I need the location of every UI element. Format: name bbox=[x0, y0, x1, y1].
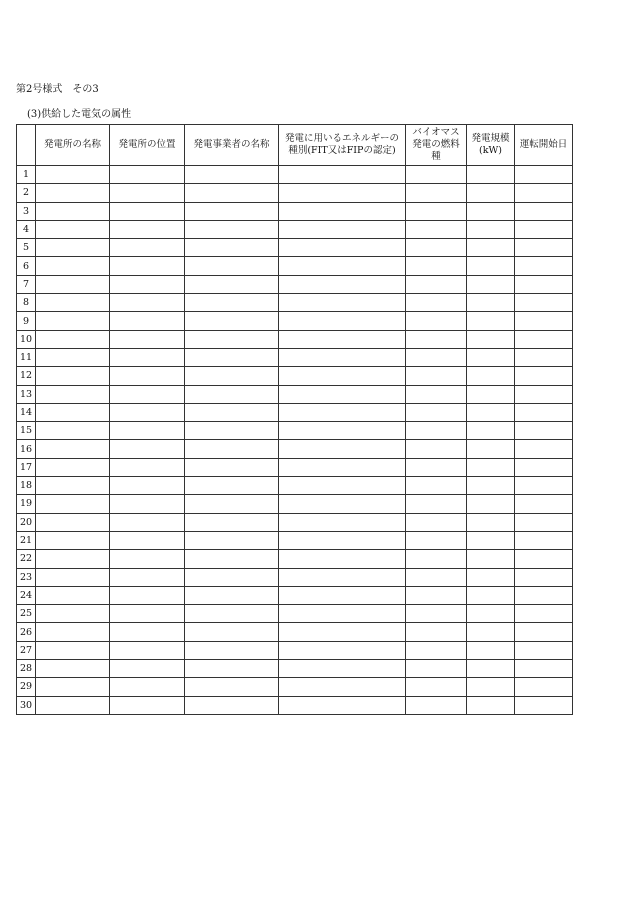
cell-plant-name[interactable] bbox=[36, 440, 110, 458]
cell-biomass-fuel[interactable] bbox=[406, 385, 467, 403]
cell-capacity[interactable] bbox=[467, 275, 515, 293]
cell-biomass-fuel[interactable] bbox=[406, 495, 467, 513]
cell-start-date[interactable] bbox=[515, 330, 573, 348]
cell-capacity[interactable] bbox=[467, 458, 515, 476]
cell-operator-name[interactable] bbox=[185, 477, 279, 495]
cell-plant-name[interactable] bbox=[36, 458, 110, 476]
cell-capacity[interactable] bbox=[467, 641, 515, 659]
cell-operator-name[interactable] bbox=[185, 385, 279, 403]
cell-operator-name[interactable] bbox=[185, 202, 279, 220]
cell-capacity[interactable] bbox=[467, 330, 515, 348]
cell-energy-type[interactable] bbox=[279, 568, 406, 586]
table-row bbox=[17, 275, 573, 293]
cell-plant-name[interactable] bbox=[36, 641, 110, 659]
row-number: 8 bbox=[17, 294, 36, 312]
row-number: 24 bbox=[17, 586, 36, 604]
cell-capacity[interactable] bbox=[467, 678, 515, 696]
cell-operator-name[interactable] bbox=[185, 531, 279, 549]
cell-operator-name[interactable] bbox=[185, 696, 279, 714]
cell-operator-name[interactable] bbox=[185, 348, 279, 366]
row-number: 22 bbox=[17, 550, 36, 568]
table-row bbox=[17, 550, 573, 568]
cell-energy-type[interactable] bbox=[279, 422, 406, 440]
table-row bbox=[17, 495, 573, 513]
cell-energy-type[interactable] bbox=[279, 184, 406, 202]
table-row bbox=[17, 239, 573, 257]
header-capacity: 発電規模(kW) bbox=[467, 125, 515, 166]
cell-start-date[interactable] bbox=[515, 586, 573, 604]
row-number: 28 bbox=[17, 660, 36, 678]
cell-operator-name[interactable] bbox=[185, 367, 279, 385]
cell-biomass-fuel[interactable] bbox=[406, 531, 467, 549]
cell-energy-type[interactable] bbox=[279, 330, 406, 348]
cell-start-date[interactable] bbox=[515, 477, 573, 495]
cell-plant-name[interactable] bbox=[36, 330, 110, 348]
table-row bbox=[17, 348, 573, 366]
header-operator-name: 発電事業者の名称 bbox=[185, 125, 279, 166]
cell-start-date[interactable] bbox=[515, 422, 573, 440]
row-number: 15 bbox=[17, 422, 36, 440]
cell-start-date[interactable] bbox=[515, 605, 573, 623]
cell-plant-location[interactable] bbox=[110, 367, 185, 385]
cell-biomass-fuel[interactable] bbox=[406, 348, 467, 366]
table-row bbox=[17, 678, 573, 696]
cell-operator-name[interactable] bbox=[185, 678, 279, 696]
cell-plant-location[interactable] bbox=[110, 403, 185, 421]
cell-capacity[interactable] bbox=[467, 440, 515, 458]
cell-capacity[interactable] bbox=[467, 550, 515, 568]
table-row bbox=[17, 440, 573, 458]
cell-start-date[interactable] bbox=[515, 660, 573, 678]
cell-operator-name[interactable] bbox=[185, 422, 279, 440]
table-row bbox=[17, 458, 573, 476]
cell-plant-location[interactable] bbox=[110, 513, 185, 531]
table-row bbox=[17, 220, 573, 238]
cell-capacity[interactable] bbox=[467, 623, 515, 641]
cell-energy-type[interactable] bbox=[279, 166, 406, 184]
table-row bbox=[17, 385, 573, 403]
cell-biomass-fuel[interactable] bbox=[406, 641, 467, 659]
header-biomass-fuel: バイオマス発電の燃料種 bbox=[406, 125, 467, 166]
cell-energy-type[interactable] bbox=[279, 531, 406, 549]
cell-energy-type[interactable] bbox=[279, 641, 406, 659]
cell-energy-type[interactable] bbox=[279, 458, 406, 476]
row-number: 16 bbox=[17, 440, 36, 458]
table-header-row bbox=[17, 125, 573, 166]
row-number: 11 bbox=[17, 348, 36, 366]
cell-energy-type[interactable] bbox=[279, 477, 406, 495]
cell-start-date[interactable] bbox=[515, 440, 573, 458]
table-row bbox=[17, 513, 573, 531]
cell-operator-name[interactable] bbox=[185, 495, 279, 513]
cell-start-date[interactable] bbox=[515, 257, 573, 275]
cell-plant-name[interactable] bbox=[36, 184, 110, 202]
cell-plant-name[interactable] bbox=[36, 513, 110, 531]
cell-start-date[interactable] bbox=[515, 385, 573, 403]
row-number: 20 bbox=[17, 513, 36, 531]
cell-biomass-fuel[interactable] bbox=[406, 239, 467, 257]
cell-operator-name[interactable] bbox=[185, 220, 279, 238]
cell-energy-type[interactable] bbox=[279, 440, 406, 458]
cell-capacity[interactable] bbox=[467, 660, 515, 678]
cell-biomass-fuel[interactable] bbox=[406, 257, 467, 275]
cell-start-date[interactable] bbox=[515, 312, 573, 330]
cell-start-date[interactable] bbox=[515, 166, 573, 184]
cell-operator-name[interactable] bbox=[185, 605, 279, 623]
cell-energy-type[interactable] bbox=[279, 239, 406, 257]
cell-plant-location[interactable] bbox=[110, 550, 185, 568]
row-number: 26 bbox=[17, 623, 36, 641]
cell-capacity[interactable] bbox=[467, 348, 515, 366]
cell-biomass-fuel[interactable] bbox=[406, 312, 467, 330]
cell-operator-name[interactable] bbox=[185, 568, 279, 586]
cell-energy-type[interactable] bbox=[279, 275, 406, 293]
row-number: 27 bbox=[17, 641, 36, 659]
header-row-number bbox=[17, 125, 36, 166]
cell-plant-location[interactable] bbox=[110, 294, 185, 312]
form-number-label: 第2号様式 その3 bbox=[16, 84, 99, 95]
cell-start-date[interactable] bbox=[515, 239, 573, 257]
cell-plant-name[interactable] bbox=[36, 550, 110, 568]
cell-start-date[interactable] bbox=[515, 458, 573, 476]
cell-capacity[interactable] bbox=[467, 385, 515, 403]
cell-start-date[interactable] bbox=[515, 696, 573, 714]
table-row bbox=[17, 166, 573, 184]
cell-start-date[interactable] bbox=[515, 641, 573, 659]
cell-capacity[interactable] bbox=[467, 202, 515, 220]
cell-operator-name[interactable] bbox=[185, 586, 279, 604]
table-row bbox=[17, 257, 573, 275]
cell-plant-location[interactable] bbox=[110, 330, 185, 348]
table-row bbox=[17, 641, 573, 659]
cell-energy-type[interactable] bbox=[279, 678, 406, 696]
cell-operator-name[interactable] bbox=[185, 239, 279, 257]
cell-energy-type[interactable] bbox=[279, 550, 406, 568]
cell-capacity[interactable] bbox=[467, 294, 515, 312]
cell-plant-name[interactable] bbox=[36, 678, 110, 696]
row-number: 30 bbox=[17, 696, 36, 714]
cell-plant-name[interactable] bbox=[36, 422, 110, 440]
cell-plant-location[interactable] bbox=[110, 458, 185, 476]
cell-plant-name[interactable] bbox=[36, 348, 110, 366]
cell-energy-type[interactable] bbox=[279, 257, 406, 275]
cell-capacity[interactable] bbox=[467, 166, 515, 184]
cell-biomass-fuel[interactable] bbox=[406, 623, 467, 641]
cell-biomass-fuel[interactable] bbox=[406, 586, 467, 604]
row-number: 10 bbox=[17, 330, 36, 348]
cell-biomass-fuel[interactable] bbox=[406, 477, 467, 495]
header-plant-name: 発電所の名称 bbox=[36, 125, 110, 166]
cell-biomass-fuel[interactable] bbox=[406, 550, 467, 568]
cell-plant-name[interactable] bbox=[36, 623, 110, 641]
row-number: 19 bbox=[17, 495, 36, 513]
cell-start-date[interactable] bbox=[515, 202, 573, 220]
cell-start-date[interactable] bbox=[515, 367, 573, 385]
cell-operator-name[interactable] bbox=[185, 312, 279, 330]
cell-plant-location[interactable] bbox=[110, 166, 185, 184]
cell-operator-name[interactable] bbox=[185, 275, 279, 293]
cell-start-date[interactable] bbox=[515, 678, 573, 696]
cell-biomass-fuel[interactable] bbox=[406, 568, 467, 586]
cell-start-date[interactable] bbox=[515, 275, 573, 293]
cell-plant-name[interactable] bbox=[36, 312, 110, 330]
table-row bbox=[17, 477, 573, 495]
cell-start-date[interactable] bbox=[515, 220, 573, 238]
cell-capacity[interactable] bbox=[467, 184, 515, 202]
table-body bbox=[17, 166, 573, 715]
row-number: 2 bbox=[17, 184, 36, 202]
table-row bbox=[17, 312, 573, 330]
cell-operator-name[interactable] bbox=[185, 440, 279, 458]
cell-capacity[interactable] bbox=[467, 531, 515, 549]
table-row bbox=[17, 660, 573, 678]
cell-operator-name[interactable] bbox=[185, 513, 279, 531]
cell-plant-name[interactable] bbox=[36, 385, 110, 403]
cell-plant-location[interactable] bbox=[110, 184, 185, 202]
row-number: 4 bbox=[17, 220, 36, 238]
row-number: 5 bbox=[17, 239, 36, 257]
cell-plant-location[interactable] bbox=[110, 605, 185, 623]
cell-biomass-fuel[interactable] bbox=[406, 166, 467, 184]
cell-plant-location[interactable] bbox=[110, 422, 185, 440]
cell-biomass-fuel[interactable] bbox=[406, 440, 467, 458]
cell-start-date[interactable] bbox=[515, 348, 573, 366]
row-number: 1 bbox=[17, 166, 36, 184]
row-number: 3 bbox=[17, 202, 36, 220]
table-row bbox=[17, 696, 573, 714]
row-number: 12 bbox=[17, 367, 36, 385]
cell-plant-name[interactable] bbox=[36, 403, 110, 421]
cell-biomass-fuel[interactable] bbox=[406, 220, 467, 238]
table-row bbox=[17, 586, 573, 604]
row-number: 21 bbox=[17, 531, 36, 549]
cell-plant-name[interactable] bbox=[36, 696, 110, 714]
cell-plant-location[interactable] bbox=[110, 312, 185, 330]
cell-capacity[interactable] bbox=[467, 257, 515, 275]
cell-plant-location[interactable] bbox=[110, 239, 185, 257]
cell-plant-location[interactable] bbox=[110, 641, 185, 659]
cell-energy-type[interactable] bbox=[279, 660, 406, 678]
cell-plant-location[interactable] bbox=[110, 202, 185, 220]
table-row bbox=[17, 294, 573, 312]
cell-energy-type[interactable] bbox=[279, 220, 406, 238]
cell-energy-type[interactable] bbox=[279, 605, 406, 623]
header-plant-location: 発電所の位置 bbox=[110, 125, 185, 166]
cell-start-date[interactable] bbox=[515, 531, 573, 549]
cell-plant-name[interactable] bbox=[36, 220, 110, 238]
table-row bbox=[17, 367, 573, 385]
cell-plant-location[interactable] bbox=[110, 275, 185, 293]
cell-plant-name[interactable] bbox=[36, 275, 110, 293]
row-number: 23 bbox=[17, 568, 36, 586]
cell-plant-location[interactable] bbox=[110, 660, 185, 678]
cell-biomass-fuel[interactable] bbox=[406, 184, 467, 202]
cell-plant-location[interactable] bbox=[110, 568, 185, 586]
cell-operator-name[interactable] bbox=[185, 660, 279, 678]
cell-start-date[interactable] bbox=[515, 550, 573, 568]
cell-biomass-fuel[interactable] bbox=[406, 660, 467, 678]
cell-plant-name[interactable] bbox=[36, 531, 110, 549]
cell-biomass-fuel[interactable] bbox=[406, 275, 467, 293]
cell-capacity[interactable] bbox=[467, 477, 515, 495]
cell-operator-name[interactable] bbox=[185, 184, 279, 202]
cell-capacity[interactable] bbox=[467, 312, 515, 330]
cell-start-date[interactable] bbox=[515, 623, 573, 641]
table-row bbox=[17, 422, 573, 440]
header-energy-type: 発電に用いるエネルギーの種別(FIT又はFIPの認定) bbox=[279, 125, 406, 166]
cell-energy-type[interactable] bbox=[279, 623, 406, 641]
cell-energy-type[interactable] bbox=[279, 586, 406, 604]
cell-capacity[interactable] bbox=[467, 403, 515, 421]
cell-plant-location[interactable] bbox=[110, 348, 185, 366]
table-row bbox=[17, 623, 573, 641]
cell-start-date[interactable] bbox=[515, 184, 573, 202]
cell-energy-type[interactable] bbox=[279, 696, 406, 714]
cell-plant-name[interactable] bbox=[36, 495, 110, 513]
cell-operator-name[interactable] bbox=[185, 330, 279, 348]
cell-energy-type[interactable] bbox=[279, 403, 406, 421]
row-number: 18 bbox=[17, 477, 36, 495]
section-title: (3)供給した電気の属性 bbox=[27, 109, 132, 120]
cell-operator-name[interactable] bbox=[185, 550, 279, 568]
cell-operator-name[interactable] bbox=[185, 166, 279, 184]
cell-plant-location[interactable] bbox=[110, 257, 185, 275]
row-number: 29 bbox=[17, 678, 36, 696]
cell-energy-type[interactable] bbox=[279, 495, 406, 513]
cell-biomass-fuel[interactable] bbox=[406, 678, 467, 696]
cell-plant-location[interactable] bbox=[110, 440, 185, 458]
cell-capacity[interactable] bbox=[467, 495, 515, 513]
cell-biomass-fuel[interactable] bbox=[406, 330, 467, 348]
cell-energy-type[interactable] bbox=[279, 367, 406, 385]
cell-biomass-fuel[interactable] bbox=[406, 605, 467, 623]
row-number: 13 bbox=[17, 385, 36, 403]
cell-biomass-fuel[interactable] bbox=[406, 696, 467, 714]
cell-plant-name[interactable] bbox=[36, 568, 110, 586]
row-number: 14 bbox=[17, 403, 36, 421]
cell-energy-type[interactable] bbox=[279, 202, 406, 220]
cell-operator-name[interactable] bbox=[185, 403, 279, 421]
header-start-date: 運転開始日 bbox=[515, 125, 573, 166]
table-row bbox=[17, 531, 573, 549]
cell-capacity[interactable] bbox=[467, 239, 515, 257]
cell-plant-name[interactable] bbox=[36, 257, 110, 275]
row-number: 17 bbox=[17, 458, 36, 476]
cell-capacity[interactable] bbox=[467, 422, 515, 440]
cell-plant-name[interactable] bbox=[36, 605, 110, 623]
cell-plant-name[interactable] bbox=[36, 477, 110, 495]
table-row bbox=[17, 605, 573, 623]
cell-capacity[interactable] bbox=[467, 367, 515, 385]
cell-plant-location[interactable] bbox=[110, 586, 185, 604]
cell-biomass-fuel[interactable] bbox=[406, 513, 467, 531]
table-row bbox=[17, 330, 573, 348]
table-row bbox=[17, 202, 573, 220]
cell-biomass-fuel[interactable] bbox=[406, 458, 467, 476]
cell-capacity[interactable] bbox=[467, 513, 515, 531]
cell-plant-location[interactable] bbox=[110, 220, 185, 238]
cell-operator-name[interactable] bbox=[185, 257, 279, 275]
cell-start-date[interactable] bbox=[515, 495, 573, 513]
cell-biomass-fuel[interactable] bbox=[406, 202, 467, 220]
cell-plant-location[interactable] bbox=[110, 531, 185, 549]
table-row bbox=[17, 184, 573, 202]
cell-capacity[interactable] bbox=[467, 586, 515, 604]
cell-operator-name[interactable] bbox=[185, 294, 279, 312]
row-number: 7 bbox=[17, 275, 36, 293]
cell-plant-location[interactable] bbox=[110, 696, 185, 714]
table-row bbox=[17, 403, 573, 421]
table-row bbox=[17, 568, 573, 586]
cell-energy-type[interactable] bbox=[279, 513, 406, 531]
cell-capacity[interactable] bbox=[467, 220, 515, 238]
row-number: 6 bbox=[17, 257, 36, 275]
electricity-attributes-table bbox=[16, 124, 573, 715]
cell-operator-name[interactable] bbox=[185, 641, 279, 659]
cell-plant-name[interactable] bbox=[36, 660, 110, 678]
cell-energy-type[interactable] bbox=[279, 312, 406, 330]
cell-biomass-fuel[interactable] bbox=[406, 422, 467, 440]
cell-operator-name[interactable] bbox=[185, 458, 279, 476]
cell-plant-location[interactable] bbox=[110, 678, 185, 696]
cell-start-date[interactable] bbox=[515, 513, 573, 531]
cell-capacity[interactable] bbox=[467, 568, 515, 586]
cell-energy-type[interactable] bbox=[279, 294, 406, 312]
cell-start-date[interactable] bbox=[515, 568, 573, 586]
cell-biomass-fuel[interactable] bbox=[406, 294, 467, 312]
cell-plant-name[interactable] bbox=[36, 586, 110, 604]
cell-start-date[interactable] bbox=[515, 294, 573, 312]
cell-energy-type[interactable] bbox=[279, 385, 406, 403]
cell-plant-name[interactable] bbox=[36, 202, 110, 220]
cell-biomass-fuel[interactable] bbox=[406, 367, 467, 385]
cell-start-date[interactable] bbox=[515, 403, 573, 421]
cell-capacity[interactable] bbox=[467, 605, 515, 623]
cell-plant-location[interactable] bbox=[110, 623, 185, 641]
cell-plant-name[interactable] bbox=[36, 367, 110, 385]
cell-plant-location[interactable] bbox=[110, 385, 185, 403]
cell-biomass-fuel[interactable] bbox=[406, 403, 467, 421]
cell-plant-name[interactable] bbox=[36, 239, 110, 257]
cell-plant-name[interactable] bbox=[36, 294, 110, 312]
cell-plant-location[interactable] bbox=[110, 477, 185, 495]
cell-operator-name[interactable] bbox=[185, 623, 279, 641]
cell-energy-type[interactable] bbox=[279, 348, 406, 366]
row-number: 9 bbox=[17, 312, 36, 330]
cell-capacity[interactable] bbox=[467, 696, 515, 714]
cell-plant-location[interactable] bbox=[110, 495, 185, 513]
cell-plant-name[interactable] bbox=[36, 166, 110, 184]
row-number: 25 bbox=[17, 605, 36, 623]
